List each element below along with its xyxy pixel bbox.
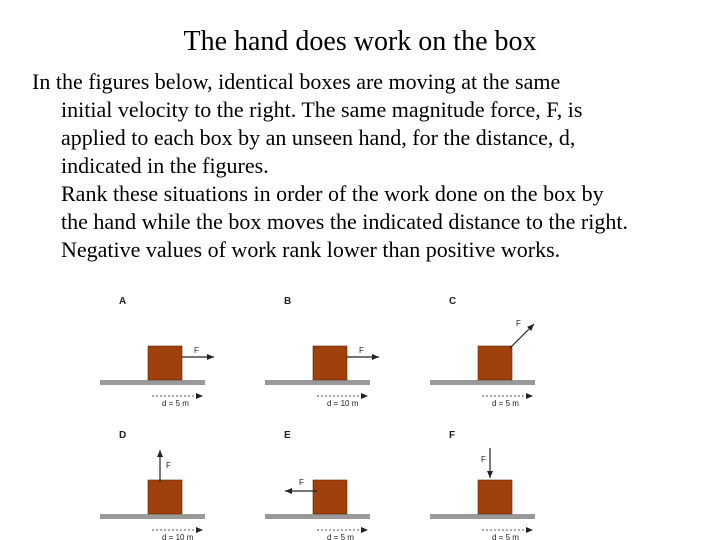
panel-label: C: [449, 296, 457, 307]
force-label: F: [359, 346, 364, 355]
distance-label: d = 5 m: [327, 533, 354, 540]
panel-label: A: [119, 296, 127, 307]
statement-line-6: the hand while the box moves the indicated distance to the right.: [61, 209, 628, 234]
statement-line-1: In the figures below, identical boxes are moving at the same: [32, 69, 561, 94]
force-label: F: [481, 455, 486, 464]
statement-line-4: indicated in the figures.: [61, 153, 269, 178]
statement-line-5: Rank these situations in order of the work done on the box by: [61, 181, 604, 206]
force-label: F: [194, 346, 199, 355]
panel-d: [100, 430, 205, 540]
box: [313, 346, 347, 380]
panel-e: [265, 430, 370, 540]
distance-label: d = 5 m: [162, 399, 189, 408]
distance-label: d = 5 m: [492, 399, 519, 408]
panel-label: F: [449, 430, 456, 441]
box: [478, 480, 512, 514]
panel-label: E: [284, 430, 291, 441]
box: [148, 346, 182, 380]
box: [148, 480, 182, 514]
panel-label: B: [284, 296, 292, 307]
statement-line-3: applied to each box by an unseen hand, for the distance, d,: [61, 125, 576, 150]
distance-label: d = 5 m: [492, 533, 519, 540]
force-arrow: [510, 324, 534, 348]
ground-surface: [100, 514, 205, 519]
force-label: F: [299, 478, 304, 487]
box: [478, 346, 512, 380]
statement-line-7: Negative values of work rank lower than positive works.: [61, 237, 561, 262]
force-label: F: [516, 319, 521, 328]
panel-label: D: [119, 430, 127, 441]
force-label: F: [166, 461, 171, 470]
box: [313, 480, 347, 514]
panel-b: [265, 296, 379, 408]
ground-surface: [430, 380, 535, 385]
statement-line-2: initial velocity to the right. The same magnitude force, F, is: [61, 97, 583, 122]
ground-surface: [265, 380, 370, 385]
panel-f: [430, 430, 535, 540]
panel-a: [100, 296, 214, 408]
panel-c: [430, 296, 535, 408]
distance-label: d = 10 m: [162, 533, 194, 540]
slide-title: The hand does work on the box: [183, 26, 537, 57]
distance-label: d = 10 m: [327, 399, 359, 408]
ground-surface: [265, 514, 370, 519]
ground-surface: [100, 380, 205, 385]
ground-surface: [430, 514, 535, 519]
